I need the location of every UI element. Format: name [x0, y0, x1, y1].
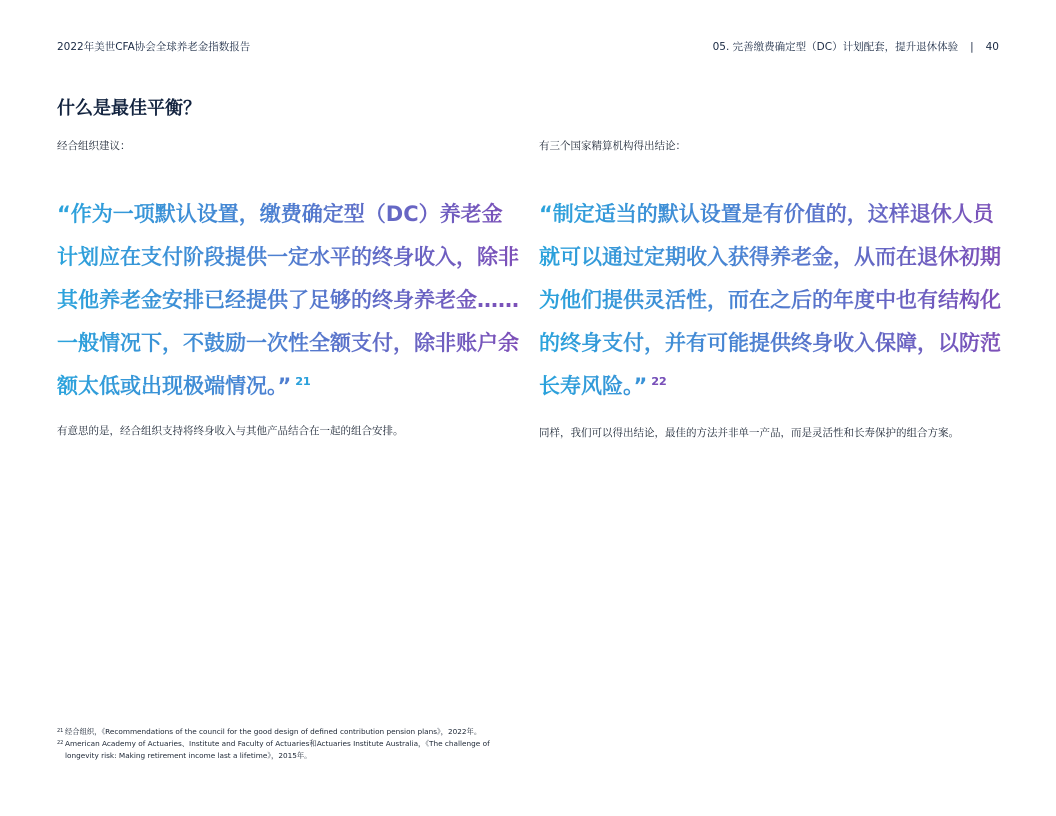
- header-separator: |: [970, 40, 974, 53]
- running-header: [713, 39, 999, 54]
- footnote: [57, 738, 517, 762]
- footnote-text: American Academy of Actuaries、Institute and Faculty of Actuaries和Actuaries Institute Australia，《The challenge of longevity risk: Making retirement income last a lifetime》，2015年。: [65, 739, 490, 760]
- footnote-number: 22: [57, 740, 64, 746]
- right-quote: [539, 193, 1001, 408]
- right-quote-text: “制定适当的默认设置是有价值的，这样退休人员就可以通过定期收入获得养老金，从而在退休初期为他们提供灵活性，而在之后的年度中也有结构化的终身支付，并有可能提供终身收入保障，以防范长寿风险。”: [539, 202, 1001, 398]
- left-quote-text: “作为一项默认设置，缴费确定型（DC）养老金计划应在支付阶段提供一定水平的终身收入，除非其他养老金安排已经提供了足够的终身养老金……一般情况下，不鼓励一次性全额支付，除非账户余额太低或出现极端情况。”: [57, 202, 519, 398]
- left-quote-footnote-ref[interactable]: 21: [295, 375, 311, 388]
- right-intro: 有三个国家精算机构得出结论：: [539, 140, 686, 152]
- right-column: [539, 138, 1001, 443]
- section-title: 05. 完善缴费确定型（DC）计划配套，提升退休体验: [712, 41, 959, 53]
- footnotes: [57, 726, 517, 762]
- footnote-text: 经合组织，《Recommendations of the council for the good design of defined contribution pension plans》，2022年。: [65, 727, 482, 736]
- right-body-text: 同样，我们可以得出结论，最佳的方法并非单一产品，而是灵活性和长寿保护的组合方案。: [539, 427, 959, 439]
- left-intro: 经合组织建议：: [57, 140, 131, 152]
- left-body-text: 有意思的是，经合组织支持将终身收入与其他产品结合在一起的组合安排。: [57, 425, 404, 437]
- left-column: [57, 138, 519, 441]
- left-quote: [57, 193, 519, 408]
- page-title: 什么是最佳平衡？: [57, 98, 201, 119]
- footnote-number: 21: [57, 728, 64, 734]
- report-title: 2022年美世CFA协会全球养老金指数报告: [57, 41, 251, 53]
- footnote: [57, 726, 517, 738]
- right-quote-footnote-ref[interactable]: 22: [651, 375, 667, 388]
- page-number: 40: [985, 40, 999, 53]
